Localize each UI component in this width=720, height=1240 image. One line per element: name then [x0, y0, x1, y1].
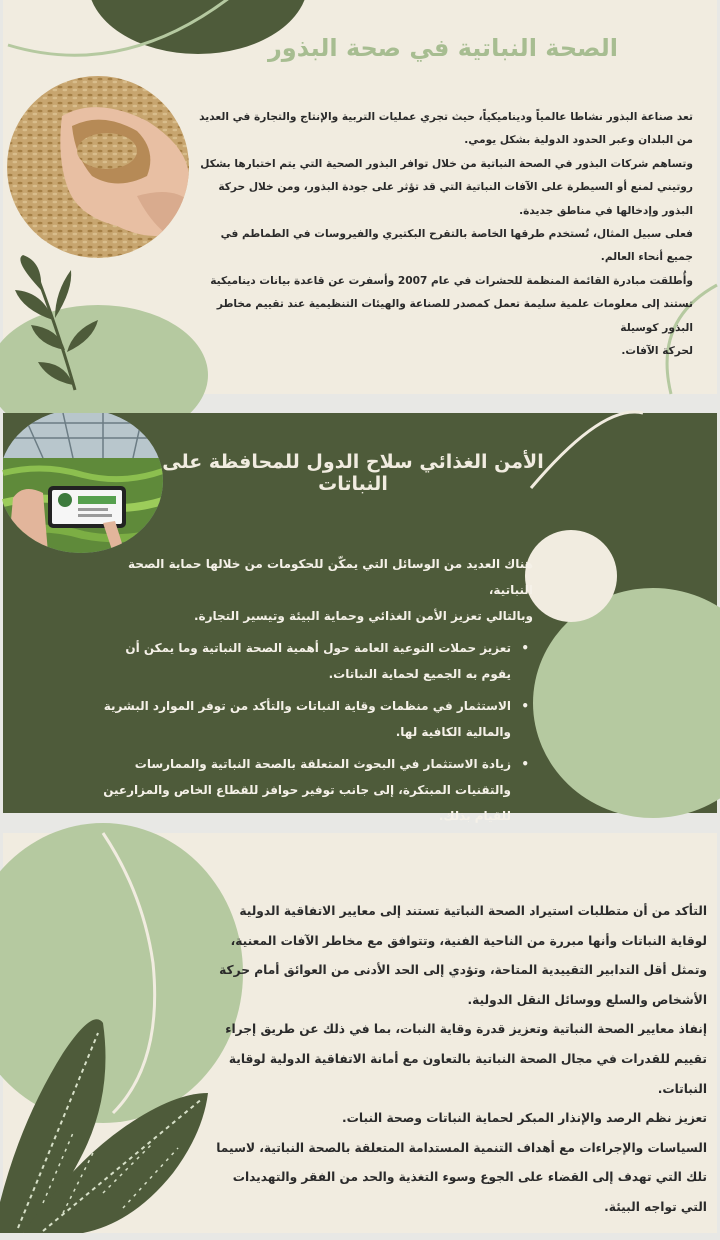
bullet-icon: • — [521, 699, 529, 713]
slide1-paragraph-3: فعلى سبيل المثال، تُستخدم طرقها الخاصة بالتقرح البكتيري والفيروسات في الطماطم في جميع أنحاء العالم. — [220, 228, 693, 264]
slide3-body — [211, 897, 707, 1223]
slide-import-requirements — [3, 833, 717, 1233]
slide2-intro-1: هناك العديد من الوسائل التي يمكّن للحكومات من خلالها حماية الصحة النباتية، — [128, 557, 533, 597]
hands-seeds-image — [7, 76, 189, 258]
cream-circle — [525, 530, 617, 622]
slide1-title: الصحة النباتية في صحة البذور — [267, 34, 619, 62]
slide-seed-health — [3, 0, 717, 394]
list-item-text: الاستثمار في منظمات وقاية النباتات والتأكد من توفر الموارد البشرية والمالية الكافية لها. — [103, 699, 511, 739]
list-item — [103, 635, 533, 687]
sage-blob-right — [533, 588, 720, 818]
list-item — [103, 751, 533, 829]
slide1-paragraph-2: وتساهم شركات البذور في الصحة النباتية من خلال توافر البذور الصحية التي يتم اختبارها بشكل روتيني لمنع أو السيطرة على الآفات النباتية التي قد تؤثر على جودة البذور، ومن خلال حركة البذور وإدخالها في مناطق جديدة. — [200, 157, 693, 217]
slide3-paragraph-4: السياسات والإجراءات مع أهداف التنمية المستدامة المتعلقة بالصحة النباتية، لاسيما تلك التي تهدف إلى القضاء على الجوع وسوء التغذية والحد من الفقر والتهديدات التي تواجه البيئة. — [216, 1140, 707, 1214]
slide2-intro-2: وبالتالي تعزيز الأمن الغذائي وحماية البيئة وتيسير التجارة. — [193, 609, 533, 623]
sage-blob-left — [0, 823, 243, 1123]
bullet-icon: • — [521, 757, 529, 771]
slide-food-security — [3, 413, 717, 823]
slide2-body — [103, 551, 533, 829]
slide1-paragraph-5: لحركة الآفات. — [621, 345, 693, 358]
slide1-paragraph-4: وأُطلقت مبادرة القائمة المنظمة للحشرات في عام 2007 وأسفرت عن قاعدة بيانات ديناميكية تستند إلى معلومات علمية سليمة تعمل كمصدر للصناعة والهيئات التنظيمية عند تقييم مخاطر البذور كوسيلة — [210, 274, 693, 334]
list-item-text: تعزيز حملات التوعية العامة حول أهمية الصحة النباتية وما يمكن أن يقوم به الجميع لحماية النباتات. — [125, 641, 511, 681]
slide1-body — [199, 106, 693, 363]
list-item — [103, 693, 533, 745]
slide2-title: الأمن الغذائي سلاح الدول للمحافظة على النباتات — [162, 451, 544, 495]
slide3-paragraph-2: إنفاذ معايير الصحة النباتية وتعزيز قدرة وقاية النبات، بما في ذلك عن طريق إجراء تقييم للقدرات في مجال الصحة النباتية بالتعاون مع أمانة الاتفاقية الدولية لوقاية النباتات. — [225, 1022, 707, 1096]
list-item-text: زيادة الاستثمار في البحوث المتعلقة بالصحة النباتية والممارسات والتقنيات المبتكرة، إلى جانب توفير حوافز للقطاع الخاص والمزارعين للقيام بذلك. — [103, 757, 511, 823]
slide3-paragraph-3: تعزيز نظم الرصد والإنذار المبكر لحماية النباتات وصحة النبات. — [342, 1111, 707, 1126]
slide3-paragraph-1: التأكد من أن متطلبات استيراد الصحة النباتية تستند إلى معايير الاتفاقية الدولية لوقاية النباتات وأنها مبررة من الناحية الفنية، وتتوافق مع مخاطر الآفات المعنية، وتمثل أقل التدابير التقييدية المتاحة، وتؤدي إلى الحد الأدنى من العوائق أمام حركة الأشخاص والسلع ووسائل النقل الدولية. — [219, 904, 707, 1007]
slide1-paragraph-1: تعد صناعة البذور نشاطا عالمياً وديناميكياً، حيث تجري عمليات التربية والإنتاج والتجارة في العديد من البلدان وعبر الحدود الدولية بشكل يومي. — [199, 111, 693, 147]
greenhouse-phone-image — [3, 413, 163, 553]
slide2-bullet-list — [103, 635, 533, 829]
bullet-icon: • — [521, 641, 529, 655]
